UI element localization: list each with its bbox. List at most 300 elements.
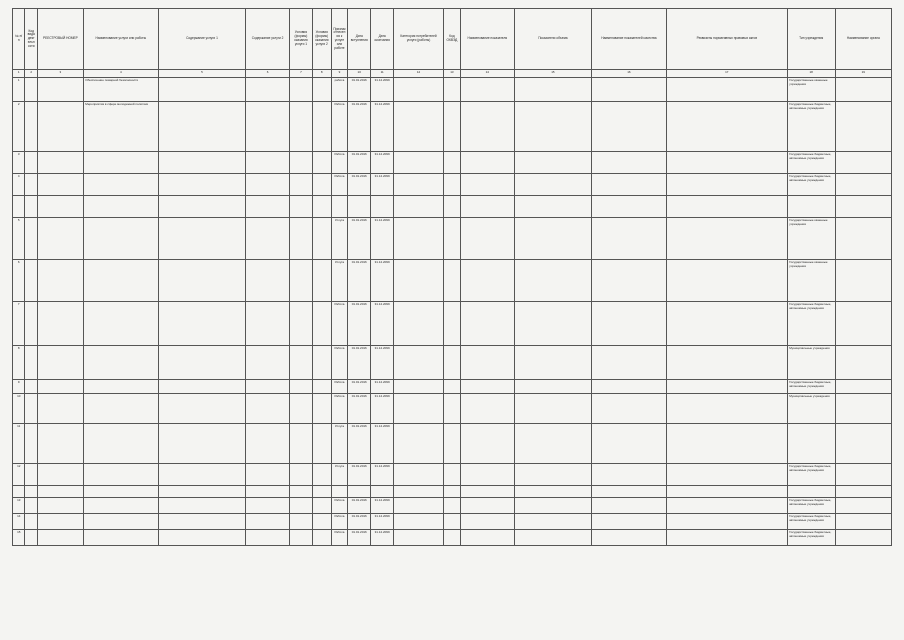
cell-reg [37,102,83,152]
cell-ind [460,424,514,464]
cell-org: Муниципальные учреждения [787,346,835,380]
cell-act [666,218,787,260]
cell-ind [460,464,514,486]
cell-type: работа [331,78,348,102]
cell-cat [394,260,444,302]
cell-f2 [312,498,331,514]
cell-d1: 01.01.2016 [348,530,371,546]
cell-name [83,486,158,498]
cell-d1: 01.01.2016 [348,464,371,486]
cell-vol [514,424,591,464]
cell-type: Работа [331,174,348,196]
column-number: 9 [331,70,348,78]
cell-c2 [246,394,290,424]
cell-c2 [246,152,290,174]
cell-type: Работа [331,102,348,152]
table-row [13,152,892,174]
cell-reg [37,514,83,530]
cell-kind [25,380,37,394]
cell-kind [25,174,37,196]
cell-n: 2 [13,102,25,152]
cell-cat [394,302,444,346]
column-number: 1 [13,70,25,78]
cell-c1 [158,152,245,174]
column-header: Содержание услуги 1 [158,9,245,70]
cell-n: 3 [13,152,25,174]
cell-d2: 31.12.2099 [371,174,394,196]
cell-org: Государственные бюджетные, автономные учреждения [787,498,835,514]
cell-act [666,302,787,346]
cell-okved [444,424,461,464]
cell-type: Услуга [331,218,348,260]
cell-d2: 31.12.2099 [371,302,394,346]
cell-d1: 01.01.2016 [348,152,371,174]
cell-d2: 31.12.2099 [371,424,394,464]
cell-c2 [246,530,290,546]
cell-c1 [158,464,245,486]
column-number: 2 [25,70,37,78]
cell-kind [25,464,37,486]
column-header: Дата окончания [371,9,394,70]
cell-n: 12 [13,464,25,486]
cell-reg [37,380,83,394]
cell-name [83,152,158,174]
column-header: РЕЕСТРОВЫЙ НОМЕР [37,9,83,70]
cell-act [666,530,787,546]
cell-c2 [246,302,290,346]
cell-org: Государственные бюджетные, автономные учреждения [787,464,835,486]
cell-c1 [158,486,245,498]
cell-okved [444,152,461,174]
cell-org: Государственные бюджетные, автономные учреждения [787,174,835,196]
cell-f1 [289,302,312,346]
cell-f2 [312,346,331,380]
cell-name [83,260,158,302]
cell-c1 [158,346,245,380]
cell-org: Государственные казенные учреждения [787,260,835,302]
cell-f2 [312,486,331,498]
cell-name: Мероприятия в сфере молодежной политики [83,102,158,152]
cell-c1 [158,218,245,260]
table-row [13,394,892,424]
cell-qual [591,218,666,260]
cell-okved [444,302,461,346]
cell-kind [25,302,37,346]
cell-okved [444,394,461,424]
cell-n: 7 [13,302,25,346]
cell-f2 [312,530,331,546]
cell-qual [591,530,666,546]
column-number: 17 [666,70,787,78]
cell-vol [514,514,591,530]
table-row [13,464,892,486]
cell-ind [460,152,514,174]
cell-qual [591,346,666,380]
cell-auth [835,174,891,196]
column-header: Наименование показателей качества [591,9,666,70]
cell-type: Работа [331,498,348,514]
cell-c2 [246,102,290,152]
cell-ind [460,102,514,152]
cell-kind [25,498,37,514]
cell-ind [460,394,514,424]
cell-auth [835,196,891,218]
column-header: Условия (формы) оказания услуги 2 [312,9,331,70]
cell-d2: 31.12.2099 [371,346,394,380]
cell-auth [835,514,891,530]
cell-org: Государственные бюджетные, автономные учреждения [787,514,835,530]
column-header: Реквизиты нормативных правовых актов [666,9,787,70]
cell-okved [444,530,461,546]
cell-auth [835,394,891,424]
cell-c2 [246,218,290,260]
cell-cat [394,196,444,218]
cell-vol [514,174,591,196]
cell-d2: 31.12.2099 [371,464,394,486]
cell-reg [37,498,83,514]
cell-name [83,196,158,218]
cell-c1 [158,174,245,196]
registry-sheet [12,8,892,632]
cell-f2 [312,302,331,346]
cell-kind [25,196,37,218]
cell-c2 [246,486,290,498]
cell-f1 [289,102,312,152]
table-row [13,346,892,380]
cell-kind [25,346,37,380]
cell-qual [591,486,666,498]
cell-kind [25,218,37,260]
cell-ind [460,78,514,102]
cell-f2 [312,380,331,394]
cell-okved [444,78,461,102]
cell-cat [394,174,444,196]
cell-d2: 31.12.2099 [371,152,394,174]
cell-reg [37,174,83,196]
cell-reg [37,302,83,346]
cell-type: Услуга [331,464,348,486]
cell-d2: 31.12.2099 [371,380,394,394]
column-header: № п/п [13,9,25,70]
cell-f2 [312,218,331,260]
cell-c2 [246,78,290,102]
cell-vol [514,394,591,424]
cell-act [666,486,787,498]
cell-okved [444,196,461,218]
cell-kind [25,102,37,152]
table-row [13,530,892,546]
cell-qual [591,498,666,514]
cell-type: Работа [331,152,348,174]
cell-f1 [289,530,312,546]
column-number: 6 [246,70,290,78]
cell-n: 8 [13,346,25,380]
cell-reg [37,260,83,302]
cell-vol [514,196,591,218]
cell-vol [514,346,591,380]
cell-kind [25,394,37,424]
cell-kind [25,78,37,102]
table-row [13,302,892,346]
cell-vol [514,530,591,546]
cell-qual [591,260,666,302]
cell-f2 [312,394,331,424]
cell-c1 [158,302,245,346]
cell-org: Государственные бюджетные, автономные учреждения [787,380,835,394]
cell-f2 [312,424,331,464]
cell-d1: 01.01.2016 [348,174,371,196]
cell-reg [37,78,83,102]
cell-act [666,380,787,394]
cell-n: 9 [13,380,25,394]
cell-c2 [246,464,290,486]
cell-org: Государственные бюджетные, автономные учреждения [787,302,835,346]
column-number: 14 [460,70,514,78]
cell-c1 [158,102,245,152]
cell-c2 [246,196,290,218]
column-header: Категория потребителей услуги (работы) [394,9,444,70]
cell-reg [37,394,83,424]
cell-d1: 01.01.2016 [348,380,371,394]
cell-qual [591,424,666,464]
cell-type: Услуга [331,260,348,302]
cell-auth [835,530,891,546]
cell-cat [394,394,444,424]
cell-cat [394,486,444,498]
cell-c1 [158,530,245,546]
cell-d2: 31.12.2099 [371,530,394,546]
cell-act [666,196,787,218]
cell-auth [835,218,891,260]
column-header: Дата вступления [348,9,371,70]
cell-act [666,152,787,174]
cell-name [83,346,158,380]
cell-name [83,174,158,196]
cell-cat [394,530,444,546]
cell-c1 [158,380,245,394]
cell-f1 [289,218,312,260]
cell-okved [444,346,461,380]
cell-auth [835,302,891,346]
cell-kind [25,486,37,498]
cell-d1: 01.01.2016 [348,302,371,346]
column-number-row [13,70,892,78]
cell-auth [835,78,891,102]
cell-d1 [348,196,371,218]
cell-d1: 01.01.2016 [348,218,371,260]
cell-d1: 01.01.2016 [348,260,371,302]
cell-ind [460,260,514,302]
cell-cat [394,514,444,530]
cell-auth [835,152,891,174]
table-row [13,514,892,530]
cell-type: Работа [331,514,348,530]
table-row [13,260,892,302]
cell-f2 [312,102,331,152]
cell-qual [591,514,666,530]
cell-c2 [246,174,290,196]
cell-okved [444,464,461,486]
cell-d1: 01.01.2016 [348,394,371,424]
cell-f2 [312,78,331,102]
cell-act [666,498,787,514]
cell-n: 15 [13,530,25,546]
column-number: 18 [787,70,835,78]
cell-d2 [371,486,394,498]
table-row [13,498,892,514]
cell-type: Работа [331,530,348,546]
cell-cat [394,464,444,486]
cell-reg [37,530,83,546]
column-header: Условия (формы) оказания услуги 1 [289,9,312,70]
cell-d2: 31.12.2099 [371,498,394,514]
cell-type: Услуга [331,424,348,464]
cell-d1 [348,486,371,498]
cell-name [83,530,158,546]
column-header: Код вида деятельности [25,9,37,70]
cell-act [666,260,787,302]
cell-vol [514,380,591,394]
cell-c2 [246,498,290,514]
cell-f2 [312,152,331,174]
column-header: Тип учреждения [787,9,835,70]
cell-n: 4 [13,174,25,196]
cell-c1 [158,514,245,530]
cell-cat [394,424,444,464]
cell-type [331,486,348,498]
cell-kind [25,152,37,174]
column-number: 15 [514,70,591,78]
cell-name [83,424,158,464]
cell-ind [460,196,514,218]
registry-table [12,8,892,546]
cell-cat [394,218,444,260]
cell-cat [394,152,444,174]
cell-reg [37,152,83,174]
cell-c1 [158,424,245,464]
cell-qual [591,380,666,394]
cell-auth [835,486,891,498]
cell-auth [835,102,891,152]
cell-f2 [312,174,331,196]
cell-org: Государственные бюджетные, автономные учреждения [787,152,835,174]
cell-ind [460,346,514,380]
cell-reg [37,196,83,218]
cell-act [666,394,787,424]
column-header: Код ОКВЭД [444,9,461,70]
column-header: Признак отнесения к услуге или работе [331,9,348,70]
cell-n: 13 [13,498,25,514]
cell-type: Работа [331,302,348,346]
cell-n [13,486,25,498]
column-number: 12 [394,70,444,78]
cell-vol [514,302,591,346]
table-body [13,78,892,546]
cell-name: Обеспечение пожарной безопасности [83,78,158,102]
cell-f1 [289,196,312,218]
table-row [13,486,892,498]
cell-d2: 31.12.2099 [371,394,394,424]
cell-f1 [289,464,312,486]
cell-reg [37,346,83,380]
cell-ind [460,174,514,196]
cell-n: 14 [13,514,25,530]
cell-d2: 31.12.2099 [371,514,394,530]
cell-type: Работа [331,380,348,394]
cell-auth [835,346,891,380]
cell-vol [514,464,591,486]
cell-f1 [289,498,312,514]
table-row [13,174,892,196]
cell-f1 [289,78,312,102]
cell-f1 [289,380,312,394]
cell-cat [394,78,444,102]
cell-c2 [246,514,290,530]
cell-act [666,346,787,380]
column-number: 16 [591,70,666,78]
cell-cat [394,498,444,514]
cell-org [787,486,835,498]
cell-c2 [246,380,290,394]
cell-n: 5 [13,218,25,260]
cell-d2: 31.12.2099 [371,218,394,260]
column-number: 19 [835,70,891,78]
column-number: 11 [371,70,394,78]
cell-kind [25,260,37,302]
column-header: Наименование услуги или работы [83,9,158,70]
cell-f1 [289,514,312,530]
cell-f1 [289,424,312,464]
cell-name [83,380,158,394]
cell-ind [460,218,514,260]
cell-ind [460,380,514,394]
cell-cat [394,380,444,394]
cell-name [83,464,158,486]
cell-f1 [289,260,312,302]
cell-okved [444,486,461,498]
cell-okved [444,498,461,514]
cell-f2 [312,196,331,218]
cell-ind [460,498,514,514]
column-header: Наименование органа [835,9,891,70]
cell-n: 11 [13,424,25,464]
cell-name [83,302,158,346]
cell-vol [514,152,591,174]
cell-c1 [158,196,245,218]
cell-name [83,514,158,530]
cell-qual [591,196,666,218]
cell-d1: 01.01.2016 [348,514,371,530]
cell-qual [591,152,666,174]
cell-cat [394,102,444,152]
cell-f2 [312,514,331,530]
cell-f1 [289,152,312,174]
cell-org: Муниципальные учреждения [787,394,835,424]
cell-c2 [246,260,290,302]
cell-ind [460,514,514,530]
table-row [13,424,892,464]
cell-f1 [289,174,312,196]
cell-reg [37,424,83,464]
column-header: Содержание услуги 2 [246,9,290,70]
cell-qual [591,394,666,424]
cell-d1: 01.01.2016 [348,498,371,514]
column-number: 5 [158,70,245,78]
cell-f2 [312,260,331,302]
cell-auth [835,380,891,394]
cell-qual [591,464,666,486]
cell-okved [444,174,461,196]
